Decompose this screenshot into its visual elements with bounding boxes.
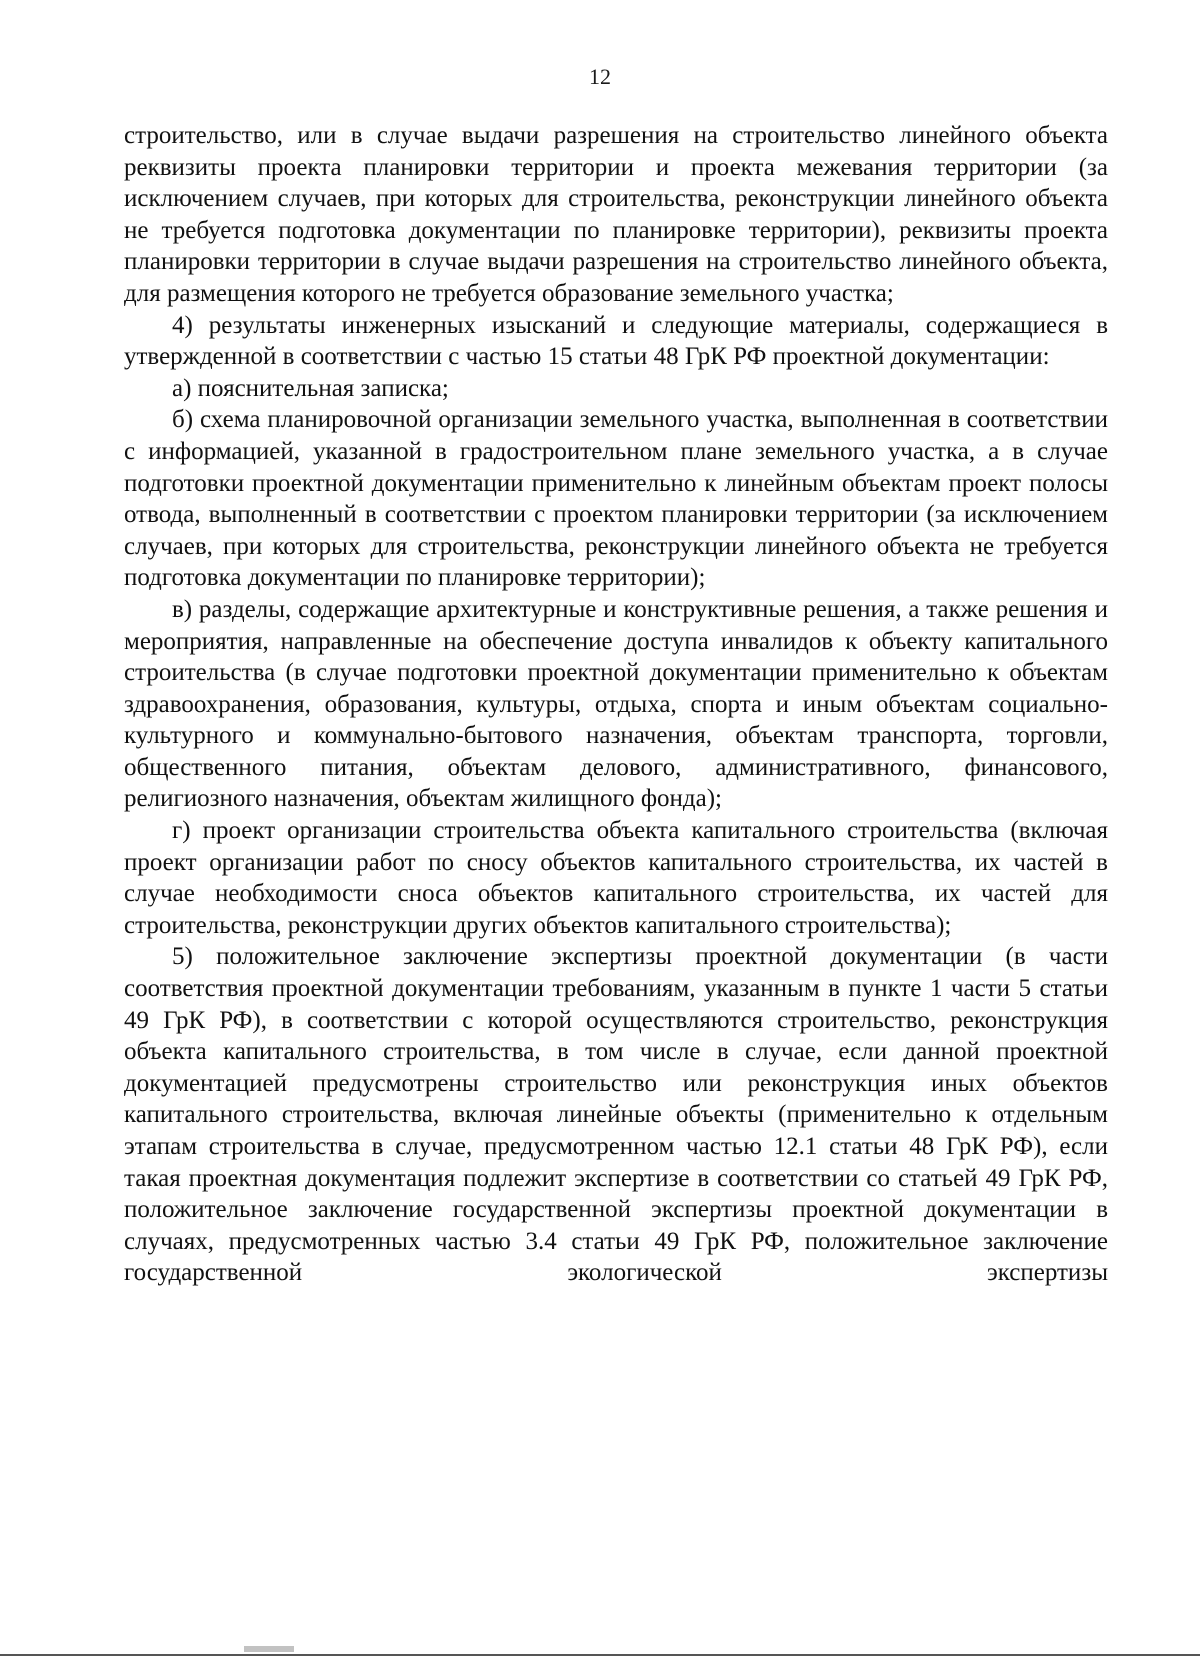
paragraph-item-b: б) схема планировочной организации земельного участка, выполненная в соответствии с информацией, указанной в градостроительном плане земельного участка, а в случае подготовки проектной документации применительно к линейным объектам проект полосы отвода, выполненный в соответствии с проектом планировки территории (за исключением случаев, при которых для строительства, реконструкции линейного объекта не требуется подготовка документации по планировке территории); [124,406,1108,592]
paragraph-item-v: в) разделы, содержащие архитектурные и конструктивные решения, а также решения и мероприятия, направленные на обеспечение доступа инвалидов к объекту капитального строительства (в случае подготовки проектной документации применительно к объектам здравоохранения, образования, культуры, отдыха, спорта и иным объектам социально-культурного и коммунально-бытового назначения, объектам транспорта, торговли, общественного питания, объектам делового, административного, финансового, религиозного назначения, объектам жилищного фонда); [124,595,1108,813]
scan-bottom-edge [0,1654,1200,1656]
paragraph-item-g: г) проект организации строительства объекта капитального строительства (включая проект организации работ по сносу объектов капитального строительства, их частей в случае необходимости сноса объектов капитального строительства, их частей для строительства, реконструкции других объектов капитального строительства); [124,817,1108,939]
paragraph-item-5: 5) положительное заключение экспертизы проектной документации (в части соответствия проектной документации требованиям, указанным в пункте 1 части 5 статьи 49 ГрК РФ), в соответствии с которой осуществляются строительство, реконструкция объекта капитального строительства, в том числе в случае, если данной проектной документацией предусмотрены строительство или реконструкция иных объектов капитального строительства, включая линейные объекты (применительно к отдельным этапам строительства в случае, предусмотренном частью 12.1 статьи 48 ГрК РФ), если такая проектная документация подлежит экспертизе в соответствии со статьей 49 ГрК РФ, положительное заключение государственной экспертизы проектной документации в случаях, предусмотренных частью 3.4 статьи 49 ГрК РФ, положительное заключение государственной экологической экспертизы [124,943,1108,1287]
scan-artifact [244,1646,294,1652]
paragraph-item-a: а) пояснительная записка; [172,374,449,402]
paragraph-continuation: строительство, или в случае выдачи разрешения на строительство линейного объекта реквизиты проекта планировки территории и проекта межевания территории (за исключением случаев, при которых для строительства, реконструкции линейного объекта не требуется подготовка документации по планировке территории), реквизиты проекта планировки территории в случае выдачи разрешения на строительство линейного объекта, для размещения которого не требуется образование земельного участка; [124,122,1108,307]
page-number: 12 [589,64,611,89]
document-body [124,120,1108,1289]
paragraph-item-4: 4) результаты инженерных изысканий и следующие материалы, содержащиеся в утвержденной в соответствии с частью 15 статьи 48 ГрК РФ проектной документации: [124,311,1108,371]
